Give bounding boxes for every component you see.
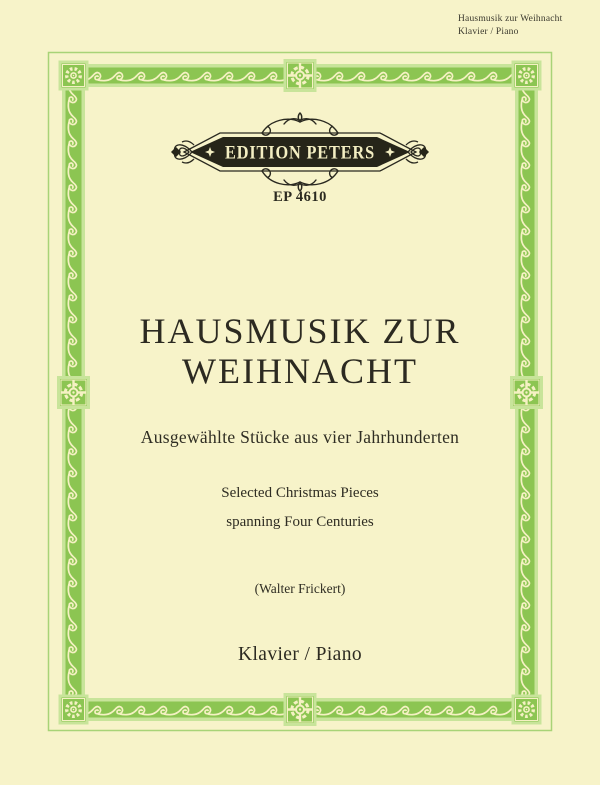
subtitle-english-line2: spanning Four Centuries bbox=[226, 513, 374, 530]
edge-medallion-icon bbox=[285, 61, 315, 91]
edition-peters-logo-icon bbox=[170, 112, 430, 192]
page-title-line1: HAUSMUSIK ZUR bbox=[139, 311, 461, 351]
publisher-logo-block bbox=[0, 112, 600, 197]
publisher-name: EDITION PETERS bbox=[225, 142, 375, 164]
corner-header-title: Hausmusik zur Weihnacht bbox=[458, 14, 563, 24]
subtitle-english bbox=[0, 479, 600, 536]
corner-rosette-icon bbox=[513, 62, 540, 89]
corner-rosette-icon bbox=[60, 696, 87, 723]
edge-medallion-icon bbox=[285, 695, 315, 725]
corner-header bbox=[458, 13, 562, 38]
subtitle-english-line1: Selected Christmas Pieces bbox=[221, 485, 379, 501]
catalog-number: EP 4610 bbox=[273, 189, 327, 205]
subtitle-german: Ausgewählte Stücke aus vier Jahrhunderten bbox=[140, 427, 460, 447]
corner-rosette-icon bbox=[60, 62, 87, 89]
page-title-line2: WEIHNACHT bbox=[182, 351, 418, 391]
page-title bbox=[0, 311, 600, 391]
instrumentation-label: Klavier / Piano bbox=[237, 644, 363, 665]
editor-credit: (Walter Frickert) bbox=[254, 581, 346, 596]
corner-rosette-icon bbox=[513, 696, 540, 723]
corner-header-instrument: Klavier / Piano bbox=[458, 26, 519, 37]
